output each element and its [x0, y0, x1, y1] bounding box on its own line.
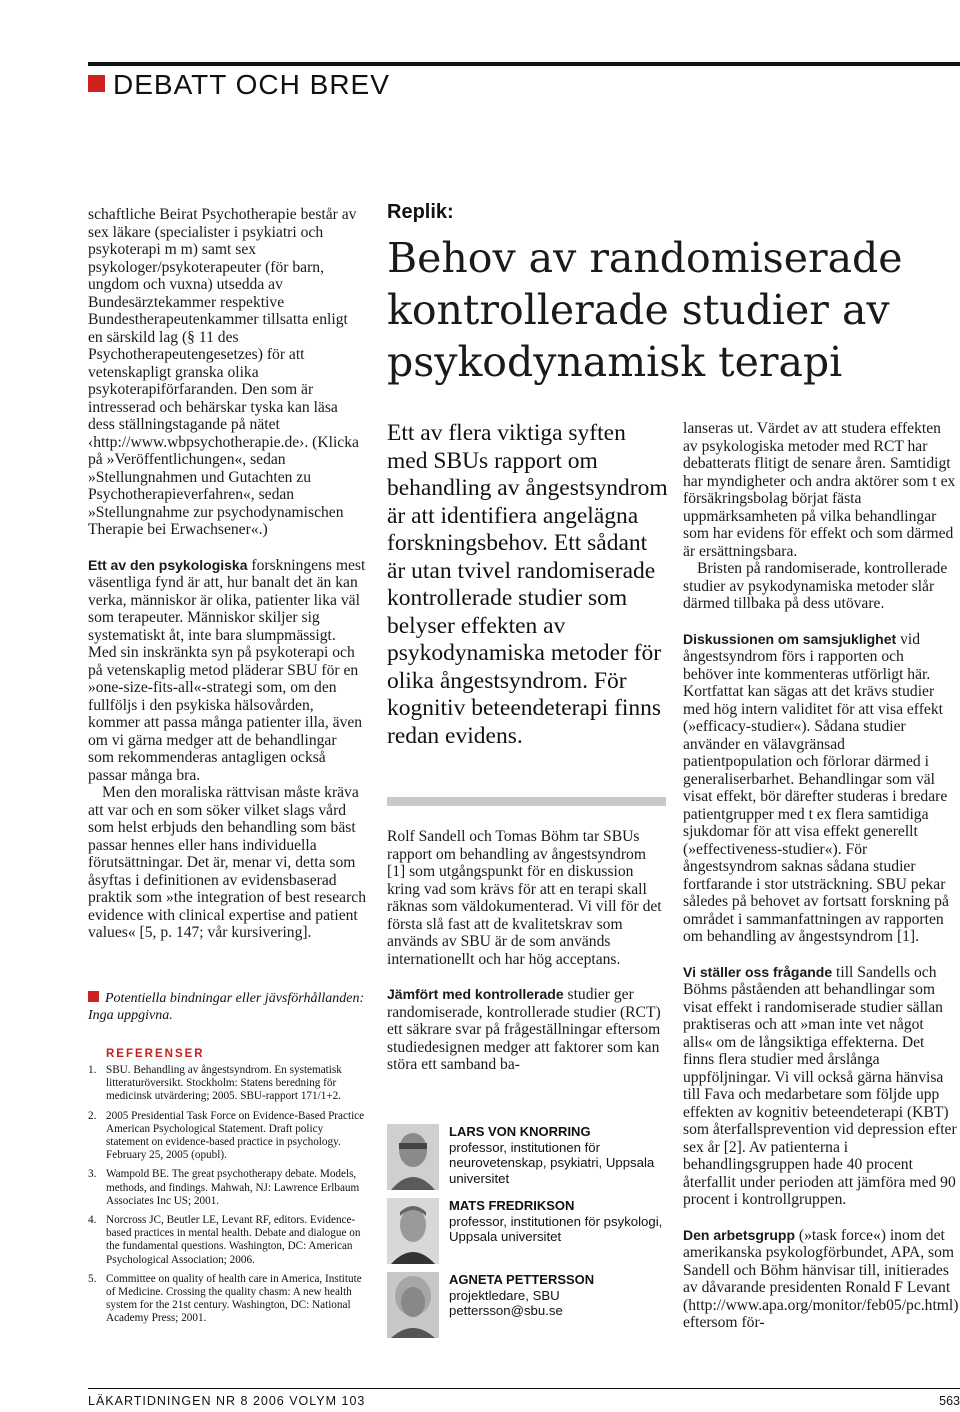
- col2-paragraph-2-text: studier ger randomiserade, kontrollerade studier (RCT) ett säkrare svar på frågeställningar eftersom studiedesignen medger att faktorer som kan störa ett samband ba-: [387, 986, 661, 1073]
- disclosure-note: [88, 990, 368, 1024]
- reference-item: [88, 1214, 368, 1267]
- article-headline: Behov av randomiserade kontrollerade studier av psykodynamisk terapi: [387, 234, 903, 386]
- reference-number: 3.: [88, 1168, 97, 1181]
- disclosure-marker-square: [88, 991, 99, 1002]
- right-column: [683, 420, 957, 1332]
- col1-paragraph-1: schaftliche Beirat Psychotherapie består av sex läkare (specialister i psykiatri och psykoterapi m m) samt sex psykologer/psykoterapeuter (för barn, ungdom och vuxna) utsedda av Bundesärztekammer respektive Bundestherapeutenkammer tillsatta enligt en särskild lag (§ 11 des Psychotherapeutengesetzes) för att vetenskapligt granska olika psykoterapiförfaranden. Den som är intresserad och behärskar tyska kan läsa dess ställningstagande på nätet ‹http://www.wbpsychotherapie.de›. (Klicka på »Veröffentlichungen«, sedan »Stellungnahmen und Gutachten zu Psychotherapieverfahren«, sedan »Stellungnahme zur psychodynamischen Therapie bei Erwachsener«.): [88, 206, 359, 538]
- author-name: MATS FREDRIKSON: [449, 1198, 575, 1213]
- runin-heading: Vi ställer oss frågande: [683, 963, 833, 980]
- col1-paragraph-2-text: forskningens mest väsentliga fynd är att, hur banalt det än kan verka, människor är olika, patienter lika väl som terapeuter. Människor skiljer sig systematiskt åt, inte bara slumpmässigt. Med sin inskränkta syn på psykoterapi och på vetenskaplig metod pläderar SBU för en »one-size-fits-all«-strategi som, om den fullföljs i den psykiska hälsovården, kommer att passa många patienter illa, även om vi gärna medger att de behandlingar som rekommenderas antagligen också passar många bra.: [88, 556, 366, 784]
- runin-heading: Ett av den psykologiska: [88, 556, 248, 573]
- col3-paragraph-5-text: (»task force«) inom det amerikanska psykologförbundet, APA, som Sandell och Böhm hänvisar till, initierades av dåvarande presidenten Ronald F Levant (http://www.apa.org/monitor/feb05/pc.html) eftersom för-: [683, 1226, 959, 1331]
- col3-paragraph-3: [683, 631, 957, 946]
- author-text: [449, 1124, 679, 1186]
- author-text: [449, 1272, 679, 1319]
- article-pullquote: Ett av flera viktiga syften med SBUs rapport om behandling av ångestsyndrom är att identifiera angelägna forskningsbehov. Ett sådant är utan tvivel randomiserade kontrollerade studier som belyser effekten av psykodynamiska metoder för olika ångestsyndrom. För kognitiv beteendeterapi finns redan evidens.: [387, 420, 668, 749]
- reference-text: Committee on quality of health care in America, Institute of Medicine. Crossing the quality chasm: A new health system for the 21st century. Washington, DC: National Academy Press; 2001.: [106, 1272, 362, 1325]
- reference-number: 2.: [88, 1109, 97, 1122]
- footer-rule: [88, 1388, 960, 1389]
- author-affiliation: projektledare, SBU: [449, 1287, 560, 1303]
- col3-paragraph-3-text: vid ångestsyndrom förs i rapporten och behöver inte kommenteras utförligt här. Kortfattat kan sägas att det krävs studier med hög intern validitet för att visa effekt (»efficacy-studier«). Sådana studier använder en välavgränsad patientpopulation och förlorar därmed i generaliserbarhet. Behandlingar som väl visat effekt, bör därefter studeras i bredare patientgrupper med t ex flera samtidiga sjukdomar för att visa effekt generellt (»effectiveness-studier«). För ångestsyndrom saknas sådana studier fortfarande i stor utsträckning. SBU pekar således på behovet av fortsatt forskning på området i sammanfattningen av rapporten om behandling av ångestsyndrom [1].: [683, 630, 949, 945]
- reference-item: [88, 1110, 368, 1163]
- col3-paragraph-1: lanseras ut. Värdet av att studera effekten av psykologiska metoder med RCT har debatterats flitigt de senare åren. Samtidigt har myndigheter och andra aktörer som t ex försäkringsbolag börjat fästa uppmärksamheten på vilka behandlingar som har evidens för effekt och som därmed är ersättningsbara.: [683, 420, 956, 560]
- reference-text: 2005 Presidential Task Force on Evidence-Based Practice American Psychological Statement. Draft policy statement on evidence-based practice in psychology. February 25, 2005 (opubl).: [106, 1109, 365, 1162]
- runin-heading: Den arbetsgrupp: [683, 1226, 796, 1243]
- references-list: [88, 1064, 368, 1332]
- author-affiliation: professor, institutionen för psykologi, Uppsala universitet: [449, 1213, 663, 1244]
- reference-number: 1.: [88, 1064, 97, 1076]
- left-column: [88, 206, 366, 942]
- col2-paragraph-2: [387, 986, 667, 1074]
- section-marker-square: [88, 75, 105, 92]
- journal-issue: LÄKARTIDNINGEN NR 8 2006 VOLYM 103: [88, 1394, 366, 1408]
- article-kicker: Replik:: [387, 201, 454, 223]
- col3-paragraph-5: [683, 1227, 957, 1332]
- middle-column: [387, 828, 667, 1074]
- reference-text: Norcross JC, Beutler LE, Levant RF, editors. Evidence-based practices in mental health. Debate and dialogue on the fundamental questions. Washington, DC: American Psychological Association; 2006.: [106, 1214, 361, 1266]
- runin-heading: Jämfört med kontrollerade: [387, 986, 564, 1002]
- author-name: AGNETA PETTERSSON: [449, 1272, 595, 1287]
- author-affiliation: professor, institutionen för neurovetenskap, psykiatri, Uppsala universitet: [449, 1139, 655, 1186]
- col2-paragraph-1: Rolf Sandell och Tomas Böhm tar SBUs rapport om behandling av ångestsyndrom [1] som utgångspunkt för en diskussion kring vad som krävs för att en terapi skall räknas som väldokumenterad. Vi vill för det första slå fast att de kvalitetskrav som används av SBU är de som används internationellt och har hög acceptans.: [387, 828, 662, 968]
- author-text: [449, 1198, 679, 1245]
- reference-number: 5.: [88, 1272, 97, 1285]
- col3-paragraph-4: [683, 964, 957, 1209]
- reference-number: 4.: [88, 1214, 97, 1227]
- page-number: 563: [939, 1394, 960, 1408]
- col1-paragraph-2: [88, 557, 366, 785]
- author-photo: [387, 1198, 439, 1264]
- pullquote-divider: [387, 797, 666, 806]
- references-title: REFERENSER: [106, 1048, 205, 1060]
- col3-paragraph-2: Bristen på randomiserade, kontrollerade studier av psykodynamiska metoder slår därmed tillbaka på dess utövare.: [683, 560, 948, 612]
- author-email[interactable]: pettersson@sbu.se: [449, 1303, 563, 1318]
- reference-text: SBU. Behandling av ångestsyndrom. En systematisk litteraturöversikt. Stockholm: Statens beredning för medicinsk utvärdering; 2005. SBU-rapport 171/1+2.: [106, 1064, 342, 1103]
- author-name: LARS VON KNORRING: [449, 1124, 591, 1139]
- col1-paragraph-3: Men den moraliska rättvisan måste kräva att var och en som söker vilket slags vård som helst erbjuds den behandling som bäst passar hennes eller hans individuella förutsättningar. Det är, menar vi, detta som åsyftas i definitionen av evidensbaserad praktik som »the integration of best research evidence with clinical expertise and patient values« [5, p. 147; vår kursivering].: [88, 784, 366, 941]
- author-photo: [387, 1124, 439, 1190]
- section-title: DEBATT OCH BREV: [113, 69, 390, 100]
- reference-text: Wampold BE. The great psychotherapy debate. Models, methods, and findings. Mahwah, NJ: Lawrence Erlbaum Associates Inc US; 2001.: [106, 1168, 360, 1207]
- runin-heading: Diskussionen om samsjuklighet: [683, 630, 897, 647]
- disclosure-text: Potentiella bindningar eller jävsförhållanden: Inga uppgivna.: [88, 991, 365, 1023]
- reference-item: [88, 1273, 368, 1326]
- author-photo: [387, 1272, 439, 1338]
- reference-item: [88, 1168, 368, 1208]
- header-rule: [88, 62, 960, 66]
- reference-item: [88, 1064, 368, 1104]
- col3-paragraph-4-text: till Sandells och Böhms påståenden att behandlingar som visat effekt i randomiserade studier sällan praktiseras och att »man inte vet något alls« om de långsiktiga effekterna. Det finns flera studier med årslånga uppföljningar. Vi vill också gärna hänvisa till Fava och medarbetare som följde upp effekten av kognitiv beteendeterapi (KBT) som återfallsprevention vid depression efter sex år [2]. Av patienterna i behandlingsgruppen hade 40 procent återfallit under perioden att jämföra med 90 procent i kontrollgruppen.: [683, 963, 957, 1208]
